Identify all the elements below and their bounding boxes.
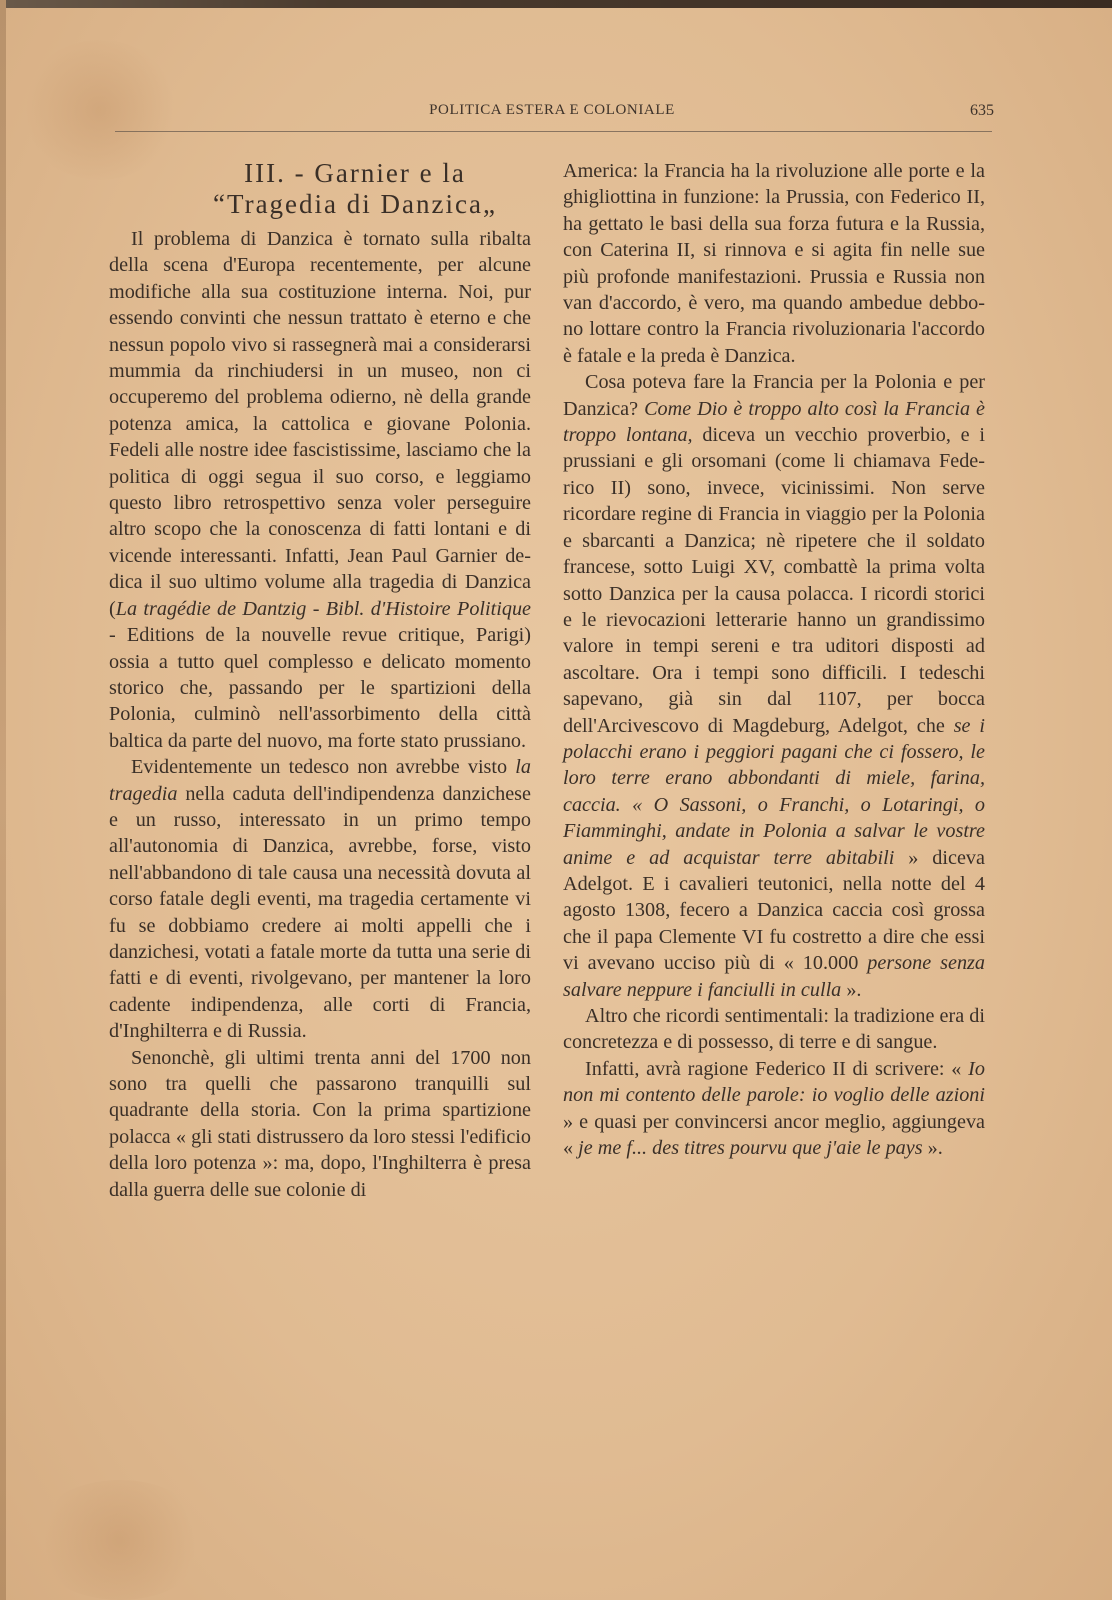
left-edge xyxy=(0,0,6,1600)
emphasis: la tragedia xyxy=(109,756,531,805)
text: Il problema di Danzica è tornato sulla ribalta della scena d'Europa recentemente, per alcune modifiche alla sua costituzione interna. Noi, pur essendo convinti che nessun trattato è eterno e che nessun popolo vivo si rassegnerà mai a considerarsi mummia da rinchiudersi in un museo, non ci occuperemo del problema odierno, nè della grande potenza amica, la cattolica e giovane Polonia. Fedeli alle nostre idee fascistissime, lasciamo che la politica di oggi segua il suo corso, e leggiamo questo libro retrospettivo senza voler perseguire altro scopo che la conoscenza di fatti lontani e di vicende interessanti. Infatti, Jean Paul Garnier dedica il suo ultimo volume alla tragedia di Danzica ( xyxy=(109,228,531,620)
quote: Come Dio è troppo alto così la Francia è troppo lontana, xyxy=(563,397,985,447)
running-title: POLITICA ESTERA E COLONIALE xyxy=(429,102,675,118)
header-rule xyxy=(115,131,992,132)
paragraph xyxy=(109,1045,531,1203)
paragraph xyxy=(563,1056,985,1162)
text: Altro che ricordi sentimentali: la tradizione era di concretezza e di possesso, di terre e di sangue. xyxy=(563,1005,985,1054)
paragraph xyxy=(563,158,985,369)
paragraph xyxy=(563,369,985,1003)
quote: je me f... des titres pourvu que j'aie le pays xyxy=(578,1137,923,1160)
text: America: la Francia ha la rivoluzione alle porte e la ghigliottina in funzione: la Prussia, con Federico II, ha gettato le basi della sua forza futura e la Russia, con Caterina II, si rinnova e si agita fin nelle sue più profonde manifestazioni. Prussia e Russia non van d'accordo, è vero, ma quando ambedue debbono lottare contro la Francia rivoluzionaria l'accordo è fatale e la preda è Danzica. xyxy=(563,160,985,367)
text: diceva un vecchio proverbio, e i prussiani e gli orsomani (come li chiamava Federico II) sono, invece, vicinissimi. Non serve ricordare regine di Francia in viaggio per la Polonia e sbarcanti a Danzica; nè ripetere che il soldato francese, sotto Luigi XV, combattè la prima volta sotto Danzica per la causa polacca. I ricordi storici e le rievocazioni letterarie hanno un grandissimo valore in tempi sereni e tra uditori disposti ad ascoltare. Ora i tempi sono difficili. I tedeschi sapevano, già sin dal 1107, per bocca dell'Arcivescovo di Magdeburg, Adelgot, che xyxy=(563,424,986,737)
text: » e quasi per convincersi ancor meglio, aggiungeva « xyxy=(563,1110,985,1160)
text: » diceva Adelgot. E i cavalieri teutonici, nella notte del 4 agosto 1308, fecero a Danzica caccia così grossa che il papa Clemente VI fu costretto a dire che essi vi avevano ucciso più di « 10.000 xyxy=(563,846,985,975)
text: Infatti, avrà ragione Federico II di scrivere: « xyxy=(585,1057,969,1080)
text: ». xyxy=(841,978,862,1001)
section-number: III. - Garnier e la xyxy=(244,158,466,188)
quote: Io non mi contento delle parole: io voglio delle azioni xyxy=(563,1057,985,1107)
left-column xyxy=(109,158,531,1203)
text: Evidentemente un tedesco non avrebbe visto xyxy=(131,756,516,779)
quote: persone senza salvare neppure i fanciulli in culla xyxy=(563,952,986,1001)
right-column xyxy=(563,158,985,1161)
paragraph xyxy=(109,754,531,1044)
text: ». xyxy=(922,1137,943,1160)
paper-stain xyxy=(30,1480,210,1600)
text: Cosa poteva fare la Francia per la Polonia e per Danzica? xyxy=(563,371,985,420)
section-heading xyxy=(109,158,531,220)
running-head xyxy=(110,100,994,124)
page-number: 635 xyxy=(970,102,994,119)
book-title: La tragédie de Dantzig - Bibl. d'Histoire Politique xyxy=(115,597,531,620)
quote: se i polacchi erano i peggiori pagani che ci fossero, le loro terre erano abbondanti di miele, farina, caccia. « O Sassoni, o Franchi, o Lotaringi, o Fiamminghi, andate in Polonia a salvar le vostre anime e ad acquistar terre abitabili xyxy=(563,714,985,869)
section-title: “Tragedia di Danzica„ xyxy=(213,189,497,219)
text: nella caduta dell'indipendenza danzichese e un russo, interessato in un primo tempo all'autonomia di Danzica, avrebbe, forse, visto nell'abbandono di tale causa una necessità dovuta al corso fatale degli eventi, ma tragedia certamente vi fu se dobbiamo credere ai molti appelli che i danzichesi, votati a fatale morte da tutta una serie di fatti e di eventi, rivolgevano, per mantener la loro cadente indipendenza, alle corti di Francia, d'Inghilterra e di Russia. xyxy=(109,782,531,1043)
paragraph xyxy=(563,1003,985,1056)
paragraph xyxy=(109,226,531,754)
text: - Editions de la nouvelle revue critique, Parigi) ossia a tutto quel complesso e delicato momento storico che, passando per le spartizioni della Polonia, culminò nell'assorbimento della città baltica da parte del nuovo, ma forte stato prussiano. xyxy=(109,624,531,752)
top-edge xyxy=(0,0,1112,8)
text: Senonchè, gli ultimi trenta anni del 1700 non sono tra quelli che passarono tranquilli sul quadrante della storia. Con la prima spartizione polacca « gli stati distrussero da loro stessi l'edificio della loro potenza »: ma, dopo, l'Inghilterra è presa dalla guerra delle sue colonie di xyxy=(109,1046,531,1201)
